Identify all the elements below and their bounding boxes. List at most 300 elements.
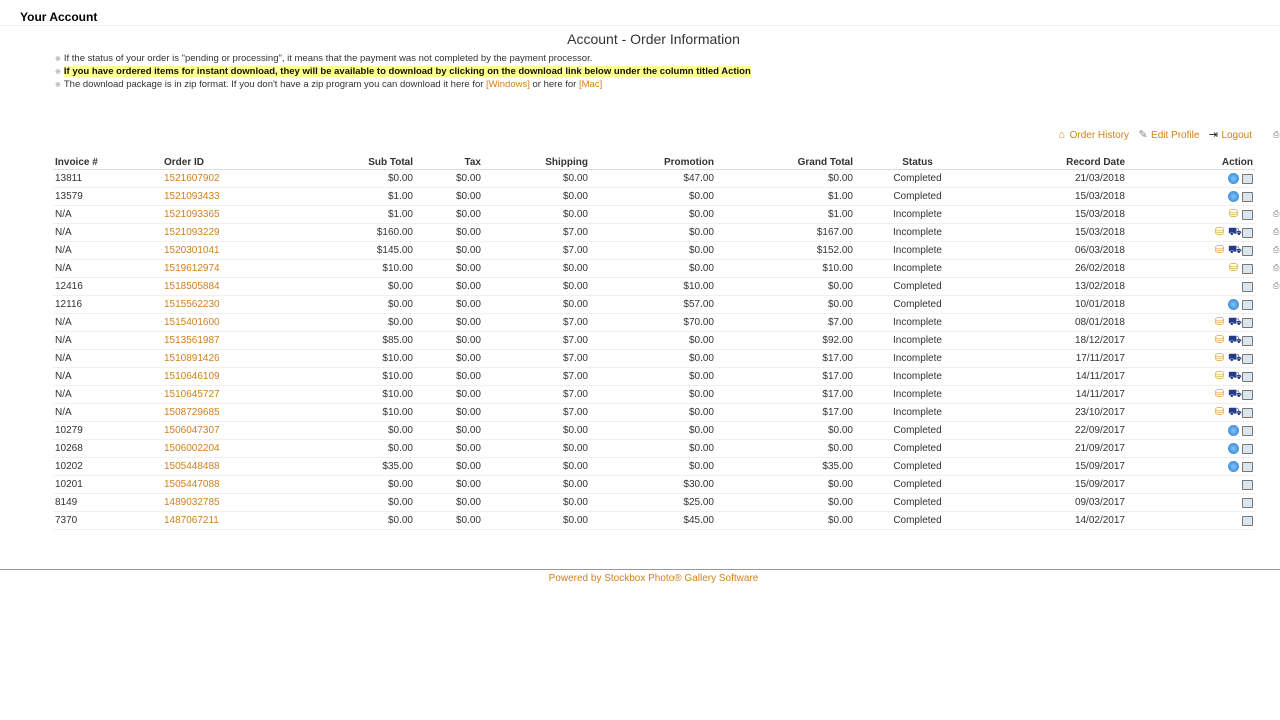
invoice-cell: N/A xyxy=(53,314,162,332)
table-row xyxy=(53,494,1255,512)
print-icon[interactable] xyxy=(1242,210,1253,220)
clipped-edge-icon: ⎙ xyxy=(1273,281,1280,290)
grand-total-cell: $7.00 xyxy=(716,314,855,332)
note-pending: ※ If the status of your order is "pending or processing", it means that the payment was not completed by the payment processor. xyxy=(55,53,593,64)
order-id-link[interactable]: 1487067211 xyxy=(162,512,301,530)
order-id-link[interactable]: 1506047307 xyxy=(162,422,301,440)
promotion-cell: $47.00 xyxy=(590,170,716,188)
promotion-cell: $0.00 xyxy=(590,386,716,404)
print-icon[interactable] xyxy=(1242,462,1253,472)
grand-total-cell: $92.00 xyxy=(716,332,855,350)
col-action: Action xyxy=(1127,155,1255,170)
print-icon[interactable] xyxy=(1242,264,1253,274)
print-icon[interactable] xyxy=(1242,390,1253,400)
table-row xyxy=(53,242,1255,260)
windows-zip-link[interactable]: [Windows] xyxy=(486,79,530,90)
action-cell xyxy=(1127,476,1255,494)
shipping-cell: $0.00 xyxy=(483,422,590,440)
promotion-cell: $0.00 xyxy=(590,260,716,278)
table-row xyxy=(53,404,1255,422)
invoice-cell: N/A xyxy=(53,386,162,404)
clipped-edge-icon: ⎙ xyxy=(1273,245,1280,254)
grand-total-cell: $152.00 xyxy=(716,242,855,260)
record-date-cell: 06/03/2018 xyxy=(980,242,1127,260)
subtotal-cell: $0.00 xyxy=(301,278,415,296)
table-row xyxy=(53,512,1255,530)
status-cell: Completed xyxy=(855,476,980,494)
clipped-edge-icon: ⎙ xyxy=(1273,130,1280,139)
action-cell xyxy=(1127,332,1255,350)
shipping-truck-icon[interactable]: ⛟ xyxy=(1228,352,1242,364)
status-cell: Incomplete xyxy=(855,332,980,350)
shipping-truck-icon[interactable]: ⛟ xyxy=(1228,316,1242,328)
record-date-cell: 15/03/2018 xyxy=(980,206,1127,224)
record-date-cell: 17/11/2017 xyxy=(980,350,1127,368)
invoice-cell: N/A xyxy=(53,350,162,368)
promotion-cell: $0.00 xyxy=(590,440,716,458)
subtotal-cell: $10.00 xyxy=(301,368,415,386)
tax-cell: $0.00 xyxy=(415,458,483,476)
promotion-cell: $0.00 xyxy=(590,368,716,386)
shipping-cell: $7.00 xyxy=(483,242,590,260)
shipping-truck-icon[interactable]: ⛟ xyxy=(1228,370,1242,382)
tax-cell: $0.00 xyxy=(415,332,483,350)
print-icon[interactable] xyxy=(1242,372,1253,382)
promotion-cell: $0.00 xyxy=(590,404,716,422)
shipping-cell: $7.00 xyxy=(483,404,590,422)
invoice-cell: 13579 xyxy=(53,188,162,206)
status-cell: Incomplete xyxy=(855,404,980,422)
action-cell xyxy=(1127,404,1255,422)
table-row xyxy=(53,260,1255,278)
subtotal-cell: $35.00 xyxy=(301,458,415,476)
print-icon[interactable] xyxy=(1242,246,1253,256)
print-icon[interactable] xyxy=(1242,408,1253,418)
orders-table xyxy=(53,155,1255,530)
action-cell xyxy=(1127,278,1255,296)
record-date-cell: 18/12/2017 xyxy=(980,332,1127,350)
print-icon[interactable] xyxy=(1242,300,1253,310)
status-cell: Incomplete xyxy=(855,242,980,260)
tax-cell: $0.00 xyxy=(415,386,483,404)
shipping-cell: $7.00 xyxy=(483,314,590,332)
record-date-cell: 15/09/2017 xyxy=(980,476,1127,494)
grand-total-cell: $167.00 xyxy=(716,224,855,242)
status-cell: Completed xyxy=(855,494,980,512)
tax-cell: $0.00 xyxy=(415,512,483,530)
promotion-cell: $0.00 xyxy=(590,206,716,224)
subtotal-cell: $1.00 xyxy=(301,206,415,224)
record-date-cell: 21/03/2018 xyxy=(980,170,1127,188)
shipping-truck-icon[interactable]: ⛟ xyxy=(1228,334,1242,346)
table-header-row xyxy=(53,155,1255,170)
action-cell xyxy=(1127,512,1255,530)
grand-total-cell: $0.00 xyxy=(716,440,855,458)
tax-cell: $0.00 xyxy=(415,296,483,314)
status-cell: Incomplete xyxy=(855,206,980,224)
pay-coins-icon[interactable]: ⛁ xyxy=(1214,388,1225,400)
table-row xyxy=(53,368,1255,386)
tax-cell: $0.00 xyxy=(415,188,483,206)
edit-profile-link[interactable]: ✎ Edit Profile xyxy=(1138,129,1200,141)
grand-total-cell: $0.00 xyxy=(716,170,855,188)
pay-coins-icon[interactable]: ⛁ xyxy=(1214,334,1225,346)
subtotal-cell: $10.00 xyxy=(301,260,415,278)
action-cell xyxy=(1127,368,1255,386)
tax-cell: $0.00 xyxy=(415,368,483,386)
grand-total-cell: $0.00 xyxy=(716,296,855,314)
order-id-link[interactable]: 1521093433 xyxy=(162,188,301,206)
action-cell xyxy=(1127,350,1255,368)
logout-icon: ⇥ xyxy=(1208,129,1219,141)
promotion-cell: $0.00 xyxy=(590,188,716,206)
clipped-edge-icon: ⎙ xyxy=(1273,227,1280,236)
record-date-cell: 14/11/2017 xyxy=(980,368,1127,386)
invoice-cell: N/A xyxy=(53,242,162,260)
order-id-link[interactable]: 1518505884 xyxy=(162,278,301,296)
shipping-truck-icon[interactable]: ⛟ xyxy=(1228,388,1242,400)
pay-coins-icon[interactable]: ⛁ xyxy=(1214,406,1225,418)
table-row xyxy=(53,278,1255,296)
download-globe-icon[interactable] xyxy=(1228,443,1239,454)
tax-cell: $0.00 xyxy=(415,350,483,368)
col-order-id: Order ID xyxy=(162,155,301,170)
order-history-link[interactable]: ⌂ Order History xyxy=(1056,129,1129,141)
print-icon[interactable] xyxy=(1242,336,1253,346)
pay-coins-icon[interactable]: ⛁ xyxy=(1214,316,1225,328)
table-row xyxy=(53,188,1255,206)
pay-coins-icon[interactable]: ⛁ xyxy=(1214,226,1225,238)
tax-cell: $0.00 xyxy=(415,422,483,440)
table-row xyxy=(53,440,1255,458)
invoice-cell: 10201 xyxy=(53,476,162,494)
invoice-cell: 8149 xyxy=(53,494,162,512)
pay-coins-icon[interactable]: ⛁ xyxy=(1214,352,1225,364)
record-date-cell: 13/02/2018 xyxy=(980,278,1127,296)
mac-zip-link[interactable]: [Mac] xyxy=(578,79,603,90)
col-invoice: Invoice # xyxy=(53,155,162,170)
print-icon[interactable] xyxy=(1242,282,1253,292)
table-row xyxy=(53,206,1255,224)
logout-link[interactable]: ⇥ Logout xyxy=(1208,129,1252,141)
print-icon[interactable] xyxy=(1242,174,1253,184)
account-links xyxy=(1056,129,1252,141)
shipping-truck-icon[interactable]: ⛟ xyxy=(1228,406,1242,418)
table-row xyxy=(53,296,1255,314)
record-date-cell: 15/03/2018 xyxy=(980,224,1127,242)
bullet-icon: ※ xyxy=(55,56,61,63)
subtotal-cell: $0.00 xyxy=(301,170,415,188)
print-icon[interactable] xyxy=(1242,426,1253,436)
print-icon[interactable] xyxy=(1242,354,1253,364)
grand-total-cell: $0.00 xyxy=(716,476,855,494)
col-record-date: Record Date xyxy=(980,155,1127,170)
tax-cell: $0.00 xyxy=(415,494,483,512)
shipping-cell: $7.00 xyxy=(483,224,590,242)
record-date-cell: 14/11/2017 xyxy=(980,386,1127,404)
order-id-link[interactable]: 1505448488 xyxy=(162,458,301,476)
print-icon[interactable] xyxy=(1242,192,1253,202)
action-cell xyxy=(1127,314,1255,332)
grand-total-cell: $1.00 xyxy=(716,206,855,224)
record-date-cell: 15/03/2018 xyxy=(980,188,1127,206)
grand-total-cell: $0.00 xyxy=(716,278,855,296)
invoice-cell: 7370 xyxy=(53,512,162,530)
print-icon[interactable] xyxy=(1242,498,1253,508)
promotion-cell: $70.00 xyxy=(590,314,716,332)
shipping-cell: $0.00 xyxy=(483,512,590,530)
table-row xyxy=(53,332,1255,350)
tax-cell: $0.00 xyxy=(415,314,483,332)
shipping-cell: $0.00 xyxy=(483,170,590,188)
col-shipping: Shipping xyxy=(483,155,590,170)
subtotal-cell: $10.00 xyxy=(301,386,415,404)
col-subtotal: Sub Total xyxy=(301,155,415,170)
promotion-cell: $45.00 xyxy=(590,512,716,530)
shipping-cell: $0.00 xyxy=(483,440,590,458)
promotion-cell: $0.00 xyxy=(590,242,716,260)
subtotal-cell: $0.00 xyxy=(301,476,415,494)
invoice-cell: N/A xyxy=(53,404,162,422)
order-id-link[interactable]: 1510891426 xyxy=(162,350,301,368)
col-tax: Tax xyxy=(415,155,483,170)
grand-total-cell: $17.00 xyxy=(716,350,855,368)
invoice-cell: N/A xyxy=(53,368,162,386)
order-id-link[interactable]: 1521093229 xyxy=(162,224,301,242)
status-cell: Completed xyxy=(855,296,980,314)
record-date-cell: 22/09/2017 xyxy=(980,422,1127,440)
promotion-cell: $0.00 xyxy=(590,458,716,476)
tax-cell: $0.00 xyxy=(415,242,483,260)
status-cell: Incomplete xyxy=(855,314,980,332)
record-date-cell: 08/01/2018 xyxy=(980,314,1127,332)
print-icon[interactable] xyxy=(1242,444,1253,454)
order-id-link[interactable]: 1489032785 xyxy=(162,494,301,512)
subtotal-cell: $0.00 xyxy=(301,440,415,458)
status-cell: Completed xyxy=(855,422,980,440)
pay-coins-icon[interactable]: ⛁ xyxy=(1214,244,1225,256)
download-globe-icon[interactable] xyxy=(1228,191,1239,202)
subtotal-cell: $10.00 xyxy=(301,404,415,422)
clipped-edge-icon: ⎙ xyxy=(1273,209,1280,218)
table-row xyxy=(53,386,1255,404)
shipping-cell: $0.00 xyxy=(483,296,590,314)
shipping-cell: $7.00 xyxy=(483,350,590,368)
invoice-cell: 12416 xyxy=(53,278,162,296)
home-icon: ⌂ xyxy=(1058,129,1065,141)
action-cell xyxy=(1127,242,1255,260)
tax-cell: $0.00 xyxy=(415,278,483,296)
table-row xyxy=(53,350,1255,368)
order-id-link[interactable]: 1510645727 xyxy=(162,386,301,404)
action-cell xyxy=(1127,224,1255,242)
shipping-truck-icon[interactable]: ⛟ xyxy=(1228,244,1242,256)
subtotal-cell: $1.00 xyxy=(301,188,415,206)
note-zip: ※ The download package is in zip format. If you don't have a zip program you can download it here for [Windows] or here for [Mac] xyxy=(55,79,603,90)
pay-coins-icon[interactable]: ⛁ xyxy=(1214,370,1225,382)
table-row xyxy=(53,224,1255,242)
invoice-cell: N/A xyxy=(53,260,162,278)
action-cell xyxy=(1127,422,1255,440)
col-grand-total: Grand Total xyxy=(716,155,855,170)
promotion-cell: $25.00 xyxy=(590,494,716,512)
action-cell xyxy=(1127,440,1255,458)
page-title: Account - Order Information xyxy=(567,31,740,47)
subtotal-cell: $0.00 xyxy=(301,422,415,440)
status-cell: Completed xyxy=(855,188,980,206)
footer-credit-link[interactable]: Powered by Stockbox Photo® Gallery Software xyxy=(548,573,759,584)
order-id-link[interactable]: 1510646109 xyxy=(162,368,301,386)
status-cell: Incomplete xyxy=(855,224,980,242)
shipping-cell: $0.00 xyxy=(483,476,590,494)
order-id-link[interactable]: 1513561987 xyxy=(162,332,301,350)
tax-cell: $0.00 xyxy=(415,170,483,188)
shipping-cell: $0.00 xyxy=(483,278,590,296)
subtotal-cell: $0.00 xyxy=(301,314,415,332)
info-notes xyxy=(55,52,751,91)
order-id-link[interactable]: 1520301041 xyxy=(162,242,301,260)
status-cell: Completed xyxy=(855,278,980,296)
action-cell xyxy=(1127,458,1255,476)
tax-cell: $0.00 xyxy=(415,440,483,458)
status-cell: Completed xyxy=(855,440,980,458)
status-cell: Completed xyxy=(855,458,980,476)
status-cell: Incomplete xyxy=(855,260,980,278)
shipping-truck-icon[interactable]: ⛟ xyxy=(1228,226,1242,238)
invoice-cell: 12116 xyxy=(53,296,162,314)
pay-coins-icon[interactable]: ⛁ xyxy=(1228,262,1239,274)
invoice-cell: N/A xyxy=(53,224,162,242)
promotion-cell: $0.00 xyxy=(590,332,716,350)
record-date-cell: 10/01/2018 xyxy=(980,296,1127,314)
print-icon[interactable] xyxy=(1242,480,1253,490)
subtotal-cell: $0.00 xyxy=(301,494,415,512)
promotion-cell: $0.00 xyxy=(590,350,716,368)
promotion-cell: $30.00 xyxy=(590,476,716,494)
order-id-link[interactable]: 1508729685 xyxy=(162,404,301,422)
note-instant-download: ※ If you have ordered items for instant download, they will be available to download by clicking on the download link below under the column titled Action xyxy=(55,66,751,77)
order-id-link[interactable]: 1505447088 xyxy=(162,476,301,494)
grand-total-cell: $17.00 xyxy=(716,368,855,386)
action-cell xyxy=(1127,188,1255,206)
order-id-link[interactable]: 1521093365 xyxy=(162,206,301,224)
grand-total-cell: $10.00 xyxy=(716,260,855,278)
order-id-link[interactable]: 1515562230 xyxy=(162,296,301,314)
grand-total-cell: $0.00 xyxy=(716,512,855,530)
grand-total-cell: $0.00 xyxy=(716,422,855,440)
action-cell xyxy=(1127,260,1255,278)
account-header-title: Your Account xyxy=(20,10,98,24)
col-promotion: Promotion xyxy=(590,155,716,170)
tax-cell: $0.00 xyxy=(415,206,483,224)
status-cell: Incomplete xyxy=(855,368,980,386)
shipping-cell: $7.00 xyxy=(483,332,590,350)
grand-total-cell: $0.00 xyxy=(716,494,855,512)
tax-cell: $0.00 xyxy=(415,404,483,422)
record-date-cell: 09/03/2017 xyxy=(980,494,1127,512)
record-date-cell: 14/02/2017 xyxy=(980,512,1127,530)
shipping-cell: $0.00 xyxy=(483,206,590,224)
promotion-cell: $57.00 xyxy=(590,296,716,314)
status-cell: Incomplete xyxy=(855,386,980,404)
tax-cell: $0.00 xyxy=(415,260,483,278)
record-date-cell: 21/09/2017 xyxy=(980,440,1127,458)
invoice-cell: 10268 xyxy=(53,440,162,458)
tax-cell: $0.00 xyxy=(415,476,483,494)
col-status: Status xyxy=(855,155,980,170)
table-row xyxy=(53,314,1255,332)
shipping-cell: $0.00 xyxy=(483,458,590,476)
shipping-cell: $0.00 xyxy=(483,260,590,278)
record-date-cell: 15/09/2017 xyxy=(980,458,1127,476)
shipping-cell: $7.00 xyxy=(483,386,590,404)
table-row xyxy=(53,422,1255,440)
tax-cell: $0.00 xyxy=(415,224,483,242)
download-globe-icon[interactable] xyxy=(1228,299,1239,310)
grand-total-cell: $17.00 xyxy=(716,404,855,422)
download-globe-icon[interactable] xyxy=(1228,425,1239,436)
footer-divider xyxy=(0,569,1280,570)
action-cell xyxy=(1127,386,1255,404)
invoice-cell: 10279 xyxy=(53,422,162,440)
header-divider xyxy=(0,25,1280,26)
subtotal-cell: $0.00 xyxy=(301,512,415,530)
action-cell xyxy=(1127,170,1255,188)
edit-icon: ✎ xyxy=(1138,129,1148,141)
download-globe-icon[interactable] xyxy=(1228,173,1239,184)
download-globe-icon[interactable] xyxy=(1228,461,1239,472)
subtotal-cell: $10.00 xyxy=(301,350,415,368)
print-icon[interactable] xyxy=(1242,318,1253,328)
action-cell xyxy=(1127,296,1255,314)
pay-coins-icon[interactable]: ⛁ xyxy=(1228,208,1239,220)
action-cell xyxy=(1127,206,1255,224)
record-date-cell: 26/02/2018 xyxy=(980,260,1127,278)
table-row xyxy=(53,170,1255,188)
shipping-cell: $0.00 xyxy=(483,494,590,512)
record-date-cell: 23/10/2017 xyxy=(980,404,1127,422)
table-row xyxy=(53,458,1255,476)
bullet-icon: ※ xyxy=(55,82,61,89)
grand-total-cell: $35.00 xyxy=(716,458,855,476)
promotion-cell: $0.00 xyxy=(590,224,716,242)
order-id-link[interactable]: 1519612974 xyxy=(162,260,301,278)
print-icon[interactable] xyxy=(1242,516,1253,526)
promotion-cell: $10.00 xyxy=(590,278,716,296)
clipped-edge-icon: ⎙ xyxy=(1273,263,1280,272)
status-cell: Incomplete xyxy=(855,350,980,368)
grand-total-cell: $1.00 xyxy=(716,188,855,206)
order-id-link[interactable]: 1515401600 xyxy=(162,314,301,332)
invoice-cell: 10202 xyxy=(53,458,162,476)
subtotal-cell: $0.00 xyxy=(301,296,415,314)
shipping-cell: $7.00 xyxy=(483,368,590,386)
order-id-link[interactable]: 1506002204 xyxy=(162,440,301,458)
bullet-icon: ※ xyxy=(55,69,61,76)
invoice-cell: N/A xyxy=(53,332,162,350)
action-cell xyxy=(1127,494,1255,512)
promotion-cell: $0.00 xyxy=(590,422,716,440)
invoice-cell: 13811 xyxy=(53,170,162,188)
table-row xyxy=(53,476,1255,494)
shipping-cell: $0.00 xyxy=(483,188,590,206)
subtotal-cell: $160.00 xyxy=(301,224,415,242)
subtotal-cell: $145.00 xyxy=(301,242,415,260)
order-id-link[interactable]: 1521607902 xyxy=(162,170,301,188)
grand-total-cell: $17.00 xyxy=(716,386,855,404)
subtotal-cell: $85.00 xyxy=(301,332,415,350)
print-icon[interactable] xyxy=(1242,228,1253,238)
